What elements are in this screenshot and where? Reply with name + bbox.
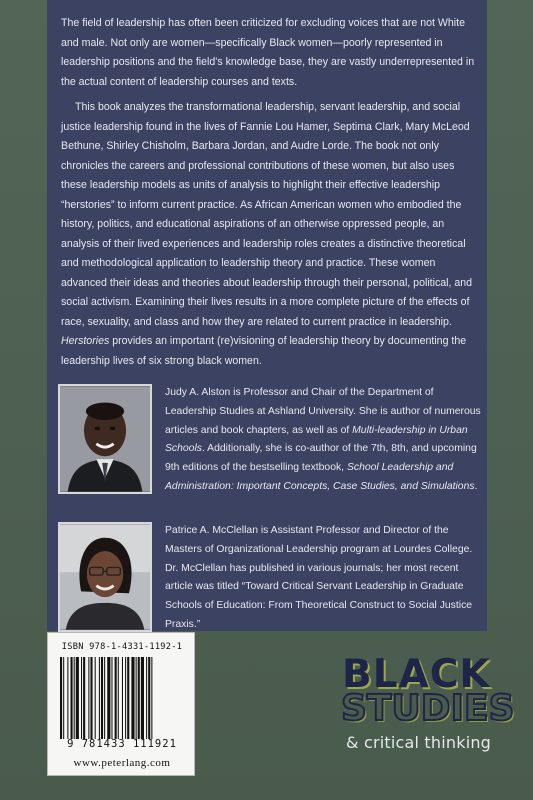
book-description [61, 14, 477, 371]
series-logo-line-2: STUDIES [341, 688, 515, 729]
blurb-paragraph-2 [61, 98, 477, 371]
bio-text: . [474, 480, 478, 492]
bio-italic-title: Multi-leadership in Urban Schools [165, 424, 468, 455]
bio-italic-title: School Leadership and Administration: Important Concepts, Case Studies, and Simulations [165, 462, 475, 492]
author-portrait-icon [60, 524, 150, 630]
author-photo-mcclellan [58, 522, 152, 632]
bio-text: . Additionally, she is co-author of the 7th, 8th, and upcoming 9th editions of the bestselling textbook, [165, 443, 477, 474]
blurb-p2-text-b: provides an important (re)visioning of leadership theory by documenting the leadership lives of six strong black women. [61, 335, 467, 367]
barcode-panel [47, 632, 195, 776]
book-title-italic: Herstories [61, 335, 110, 347]
author-bio-mcclellan [165, 522, 481, 635]
series-logo-line-1: BLACK [342, 652, 491, 697]
series-logo [337, 652, 527, 774]
author-photo-alston [58, 384, 152, 494]
publisher-website: www.peterlang.com [73, 757, 171, 769]
description-panel [47, 0, 487, 631]
series-logo-line-3: & critical thinking [346, 733, 492, 752]
author-bio-alston [165, 384, 481, 497]
blurb-paragraph-1: The field of leadership has often been criticized for excluding voices that are not White and male. Not only are women—specifically Black women—poorly represented in leadership positions and the field's knowledge base, they are vastly underrepresented in the actual content of leadership courses and texts. [61, 17, 475, 88]
ean-number: 9 781433 111921 [67, 738, 177, 750]
blurb-p2-text-a: This book analyzes the transformational leadership, servant leadership, and social justice leadership found in the lives of Fannie Lou Hamer, Septima Clark, Mary McLeod Bethune, Shirley Chisholm, Barbara Jordan, and Audre Lorde. The book not only chronicles the careers and professional contributions of these women, but also uses these leadership models as units of analysis to highlight their effective leadership “herstories” to inform current practice. As African American women who embodied the history, politics, and educational aspirations of an otherwise oppressed people, an analysis of their lived experiences and leadership roles creates a distinctive theoretical and methodological application to leadership theory and practice. These women advanced their ideas and theories about leadership through their personal, political, and social activism. Examining their lives results in a more complete picture of the effects of race, sexuality, and class and how they are related to current practice in leadership. [61, 101, 473, 328]
bio-text: Patrice A. McClellan is Assistant Professor and Director of the Masters of Organizational Leadership program at Lourdes College. Dr. McClellan has published in various journals; her most recent article was titled “Toward Critical Servant Leadership in Graduate Schools of Education: From Theoretical Construct to Social Justice Praxis.” [165, 525, 473, 630]
bio-text: Judy A. Alston is Professor and Chair of the Department of Leadership Studies at Ashland University. She is author of numerous articles and book chapters, as well as of [165, 387, 481, 436]
isbn-label: ISBN 978-1-4331-1192-1 [61, 642, 183, 652]
author-portrait-icon [60, 386, 150, 492]
barcode-icon [60, 657, 184, 739]
